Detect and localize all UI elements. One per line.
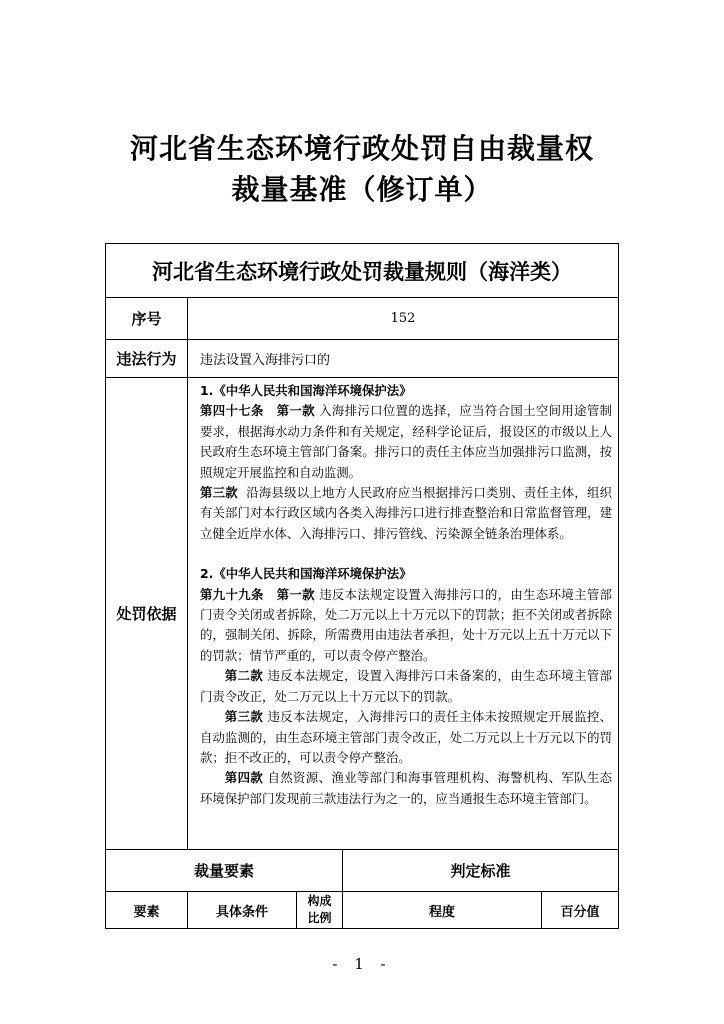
law2-clause4-label: 第四款 [224,770,264,786]
basis-content [188,378,619,850]
law2-clause3-text: 违反本法规定，入海排污口的责任主体未按照规定开展监控、自动监测的，由生态环境主管部门责令改正，处二万元以上十万元以下的罚款；拒不改正的，可以责令停产整治。 [200,709,613,765]
law2-clause2-label: 第二款 [224,668,264,684]
law1-clause3-text: 沿海县级以上地方人民政府应当根据排污口类别、责任主体，组织有关部门对本行政区域内各类入海排污口进行排查整治和日常监督管理，建立健全近岸水体、入海排污口、排污管线、污染源全链条治理体系。 [200,485,613,541]
law2-clause1-label: 第一款 [276,586,315,602]
serial-row [106,298,619,340]
law1-clause1-text: 入海排污口位置的选择，应当符合国土空间用途管制要求，根据海水动力条件和有关规定，经科学论证后，报设区的市级以上人民政府生态环境主管部门备案。排污口的责任主体应当加强排污口监测，按照规定开展监控和自动监测。 [200,403,613,480]
violation-row [106,340,619,378]
basis-row [106,378,619,850]
column-header-row [106,892,619,929]
basis-label: 处罚依据 [106,378,188,850]
table-header-row [106,244,619,298]
column-condition: 具体条件 [188,892,297,929]
law2-article: 第九十九条 [200,586,264,602]
column-degree: 程度 [343,892,542,929]
table-header: 河北省生态环境行政处罚裁量规则（海洋类） [106,244,619,298]
law2-clause2-text: 违反本法规定，设置入海排污口未备案的，由生态环境主管部门责令改正，处二万元以上十万元以下的罚款。 [200,668,613,704]
column-percent: 百分值 [542,892,619,929]
document-title-line1: 河北省生态环境行政处罚自由裁量权 [129,132,594,165]
law2-clause1-text: 违反本法规定设置入海排污口的，由生态环境主管部门责令关闭或者拆除，处二万元以上十万元以下的罚款；拒不关闭或者拆除的，强制关闭、拆除，所需费用由违法者承担，处十万元以上五十万元以下的罚款；情节严重的，可以责令停产整治。 [200,586,613,663]
law2-clause4-text: 自然资源、渔业等部门和海事管理机构、海警机构、军队生态环境保护部门发现前三款违法行为之一的，应当通报生态环境主管部门。 [200,770,613,806]
serial-value: 152 [188,298,619,340]
serial-label: 序号 [106,298,188,340]
judgment-standard-header: 判定标准 [343,850,619,892]
column-ratio-line2: 比例 [307,911,332,925]
law2-title: 2.《中华人民共和国海洋环境保护法》 [200,566,412,582]
violation-label: 违法行为 [106,340,188,378]
column-ratio [297,892,343,929]
document-title-line2: 裁量基准（修订单） [231,173,493,206]
law2-clause3-label: 第三款 [224,709,264,725]
column-ratio-line1: 构成 [307,894,332,908]
section-header-row [106,850,619,892]
law1-clause1-label: 第一款 [276,403,315,419]
regulation-table [105,243,619,929]
column-element: 要素 [106,892,188,929]
law1-article: 第四十七条 [200,403,264,419]
law1-title: 1.《中华人民共和国海洋环境保护法》 [200,383,412,398]
law1-clause3-label: 第三款 [200,485,238,501]
page-number: - 1 - [332,955,392,973]
violation-value: 违法设置入海排污口的 [188,340,619,378]
discretion-factors-header: 裁量要素 [106,850,343,892]
